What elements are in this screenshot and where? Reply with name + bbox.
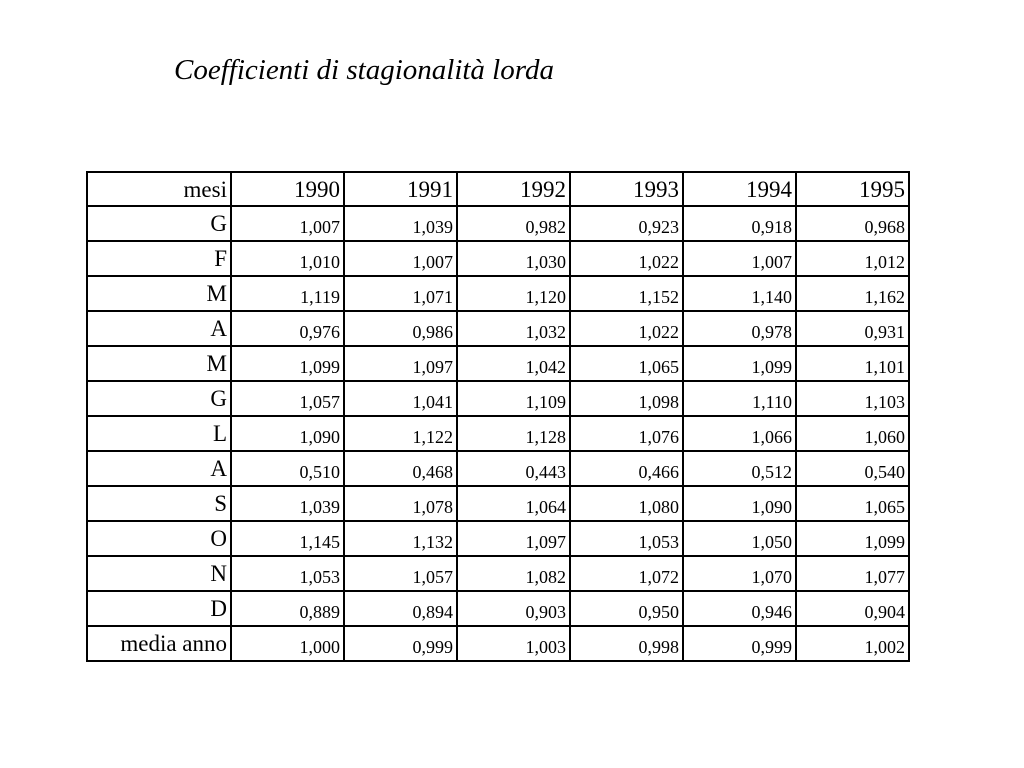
table-cell: 1,060 xyxy=(796,416,909,451)
table-cell: 1,099 xyxy=(683,346,796,381)
table-cell: 1,003 xyxy=(457,626,570,661)
table-cell: 1,053 xyxy=(231,556,344,591)
table-cell: 1,032 xyxy=(457,311,570,346)
row-label: L xyxy=(87,416,231,451)
table-cell: 1,057 xyxy=(344,556,457,591)
table-cell: 1,065 xyxy=(570,346,683,381)
row-label: O xyxy=(87,521,231,556)
table-cell: 0,950 xyxy=(570,591,683,626)
header-year: 1990 xyxy=(231,172,344,206)
table-cell: 1,076 xyxy=(570,416,683,451)
table-cell: 1,078 xyxy=(344,486,457,521)
table-cell: 1,002 xyxy=(796,626,909,661)
table-cell: 1,080 xyxy=(570,486,683,521)
table-cell: 1,162 xyxy=(796,276,909,311)
table-cell: 1,082 xyxy=(457,556,570,591)
table-cell: 1,039 xyxy=(344,206,457,241)
table-cell: 0,889 xyxy=(231,591,344,626)
table-row xyxy=(87,416,909,451)
header-corner-label: mesi xyxy=(87,172,231,206)
row-label: D xyxy=(87,591,231,626)
table-cell: 0,923 xyxy=(570,206,683,241)
table-cell: 1,007 xyxy=(683,241,796,276)
table-cell: 1,070 xyxy=(683,556,796,591)
header-year: 1995 xyxy=(796,172,909,206)
table-header-row xyxy=(87,172,909,206)
table-cell: 0,468 xyxy=(344,451,457,486)
table-cell: 1,042 xyxy=(457,346,570,381)
table-cell: 1,065 xyxy=(796,486,909,521)
table-row xyxy=(87,276,909,311)
table-row xyxy=(87,521,909,556)
table-cell: 1,128 xyxy=(457,416,570,451)
table-row xyxy=(87,591,909,626)
table-cell: 1,098 xyxy=(570,381,683,416)
table-cell: 1,097 xyxy=(344,346,457,381)
header-year: 1993 xyxy=(570,172,683,206)
table-cell: 0,982 xyxy=(457,206,570,241)
table-cell: 1,132 xyxy=(344,521,457,556)
table-cell: 1,110 xyxy=(683,381,796,416)
header-year: 1991 xyxy=(344,172,457,206)
table-cell: 0,998 xyxy=(570,626,683,661)
table-cell: 0,904 xyxy=(796,591,909,626)
table-cell: 0,512 xyxy=(683,451,796,486)
table-cell: 0,946 xyxy=(683,591,796,626)
table-cell: 1,072 xyxy=(570,556,683,591)
header-year: 1992 xyxy=(457,172,570,206)
table-cell: 1,097 xyxy=(457,521,570,556)
table-cell: 1,099 xyxy=(796,521,909,556)
table-cell: 0,999 xyxy=(344,626,457,661)
row-label: G xyxy=(87,381,231,416)
row-label: F xyxy=(87,241,231,276)
table-row xyxy=(87,451,909,486)
table-row xyxy=(87,626,909,661)
table-cell: 1,022 xyxy=(570,241,683,276)
table-cell: 0,976 xyxy=(231,311,344,346)
table-cell: 1,119 xyxy=(231,276,344,311)
table-cell: 1,000 xyxy=(231,626,344,661)
table-row xyxy=(87,556,909,591)
table-cell: 0,931 xyxy=(796,311,909,346)
table-cell: 0,540 xyxy=(796,451,909,486)
table-cell: 1,022 xyxy=(570,311,683,346)
table-cell: 1,140 xyxy=(683,276,796,311)
table-cell: 1,039 xyxy=(231,486,344,521)
table-cell: 0,903 xyxy=(457,591,570,626)
table-cell: 0,986 xyxy=(344,311,457,346)
table-cell: 1,099 xyxy=(231,346,344,381)
table-cell: 1,050 xyxy=(683,521,796,556)
table-cell: 1,057 xyxy=(231,381,344,416)
table-cell: 1,109 xyxy=(457,381,570,416)
table-cell: 1,007 xyxy=(344,241,457,276)
row-label: N xyxy=(87,556,231,591)
table-cell: 1,090 xyxy=(231,416,344,451)
table-cell: 0,443 xyxy=(457,451,570,486)
table-row xyxy=(87,486,909,521)
table-body xyxy=(87,206,909,661)
table-cell: 1,145 xyxy=(231,521,344,556)
row-label: M xyxy=(87,346,231,381)
table-cell: 1,030 xyxy=(457,241,570,276)
table-cell: 1,041 xyxy=(344,381,457,416)
table-cell: 0,999 xyxy=(683,626,796,661)
table-cell: 1,007 xyxy=(231,206,344,241)
table-cell: 0,510 xyxy=(231,451,344,486)
table-row xyxy=(87,311,909,346)
table-row xyxy=(87,206,909,241)
table-row xyxy=(87,381,909,416)
table-cell: 1,012 xyxy=(796,241,909,276)
table-row xyxy=(87,346,909,381)
page-title: Coefficienti di stagionalità lorda xyxy=(174,54,554,86)
table-cell: 0,918 xyxy=(683,206,796,241)
table-cell: 0,466 xyxy=(570,451,683,486)
table-cell: 1,064 xyxy=(457,486,570,521)
table-cell: 1,077 xyxy=(796,556,909,591)
table-cell: 1,120 xyxy=(457,276,570,311)
table-cell: 1,122 xyxy=(344,416,457,451)
table-cell: 1,010 xyxy=(231,241,344,276)
table-cell: 1,066 xyxy=(683,416,796,451)
row-label: A xyxy=(87,311,231,346)
header-year: 1994 xyxy=(683,172,796,206)
row-label: S xyxy=(87,486,231,521)
table-cell: 0,968 xyxy=(796,206,909,241)
row-label: M xyxy=(87,276,231,311)
table-row xyxy=(87,241,909,276)
table-cell: 1,152 xyxy=(570,276,683,311)
seasonality-table xyxy=(86,171,910,662)
table-cell: 1,103 xyxy=(796,381,909,416)
row-label: G xyxy=(87,206,231,241)
table-cell: 1,101 xyxy=(796,346,909,381)
row-label: A xyxy=(87,451,231,486)
table-cell: 1,053 xyxy=(570,521,683,556)
table-cell: 1,090 xyxy=(683,486,796,521)
table-cell: 0,894 xyxy=(344,591,457,626)
row-label: media anno xyxy=(87,626,231,661)
table-cell: 1,071 xyxy=(344,276,457,311)
table-cell: 0,978 xyxy=(683,311,796,346)
